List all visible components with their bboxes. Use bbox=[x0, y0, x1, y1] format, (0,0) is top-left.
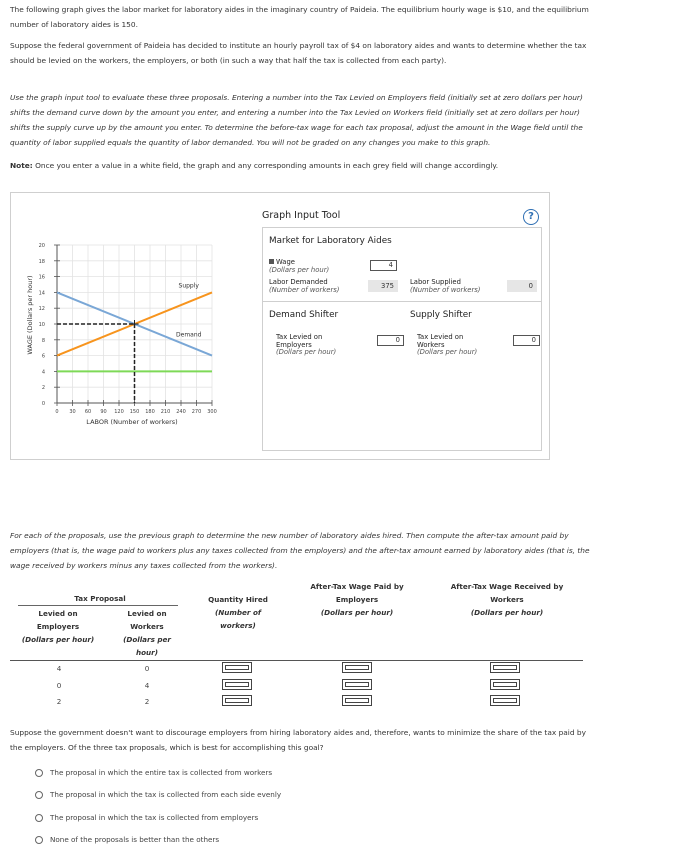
y-tick-label: 6 bbox=[41, 353, 45, 360]
wage-unit: (Dollars per hour) bbox=[269, 265, 330, 274]
row2-workers: 4 bbox=[144, 681, 150, 690]
option-label: The proposal in which the tax is collected from each side evenly bbox=[50, 790, 282, 799]
x-tick-label: 210 bbox=[160, 409, 171, 415]
y-tick-label: 8 bbox=[41, 337, 45, 344]
option-none[interactable] bbox=[35, 835, 219, 844]
row2-quantity-input[interactable] bbox=[222, 679, 252, 690]
tax-workers-input[interactable]: 0 bbox=[513, 335, 540, 346]
note-label: Note: bbox=[10, 161, 33, 170]
x-tick-label: 30 bbox=[69, 409, 76, 415]
supply-shifter-title: Supply Shifter bbox=[410, 310, 472, 320]
workers-header-line1: Levied on bbox=[127, 609, 167, 618]
received-header-line2: Workers bbox=[490, 595, 524, 604]
labor-supplied-group bbox=[410, 279, 480, 294]
received-header bbox=[432, 580, 582, 619]
quantity-header bbox=[193, 593, 283, 632]
option-label: The proposal in which the entire tax is collected from workers bbox=[50, 768, 273, 777]
intro-paragraph-1: The following graph gives the labor market for laboratory aides in the imaginary country of Paideia. The equilibrium hourly wage is $10, and the equilibrium number of laboratory aides is 150. bbox=[10, 5, 589, 29]
y-tick-label: 20 bbox=[38, 243, 45, 249]
received-header-line3: (Dollars per hour) bbox=[470, 608, 544, 617]
labor-market-chart[interactable] bbox=[11, 193, 256, 459]
tax-workers-unit: (Dollars per hour) bbox=[417, 348, 478, 356]
labor-demanded-group bbox=[269, 279, 339, 294]
row3-paid-input[interactable] bbox=[342, 695, 372, 706]
x-tick-label: 150 bbox=[129, 409, 140, 415]
labor-supplied-label: Labor Supplied bbox=[410, 278, 461, 286]
tax-proposal-underline bbox=[18, 605, 178, 606]
table-header-divider bbox=[10, 660, 583, 661]
row1-received-input[interactable] bbox=[490, 662, 520, 673]
market-title: Market for Laboratory Aides bbox=[269, 236, 392, 246]
instructions-paragraph: Use the graph input tool to evaluate these three proposals. Entering a number into the Tax Levied on Employers field (initially set at zero dollars per hour) shifts the demand curve down by the amount you enter, and entering a number into the Tax Levied on Workers field (initially set at zero dollars per hour) shifts the supply curve up by the amount you enter. To determine the before-tax wage for each tax proposal, adjust the amount in the Wage field until the quantity of labor supplied equals the quantity of labor demanded. You will not be graded on any changes you make to this graph. bbox=[10, 93, 583, 147]
tax-employers-unit: (Dollars per hour) bbox=[276, 348, 337, 356]
workers-header-line4: hour) bbox=[135, 648, 158, 657]
tax-employers-label: Tax Levied on Employers bbox=[276, 333, 323, 349]
intro-paragraph-2: Suppose the federal government of Paideia has decided to institute an hourly payroll tax of $4 on laboratory aides and wants to determine whether the tax should be levied on the workers, the employers, or both (in such a way that half the tax is collected from each party). bbox=[10, 41, 587, 65]
x-tick-label: 270 bbox=[191, 409, 202, 415]
workers-header-line2: Workers bbox=[130, 622, 164, 631]
x-tick-label: 90 bbox=[100, 409, 107, 415]
row2-paid-input[interactable] bbox=[342, 679, 372, 690]
quantity-header-line2: (Number of bbox=[214, 608, 262, 617]
wage-label: Wage bbox=[276, 258, 295, 266]
y-tick-label: 0 bbox=[41, 401, 45, 407]
row3-workers: 2 bbox=[144, 697, 150, 706]
tax-employers-group bbox=[276, 334, 346, 357]
labor-supplied-value: 0 bbox=[507, 280, 537, 292]
note-paragraph bbox=[10, 158, 595, 173]
graph-tool-title: Graph Input Tool bbox=[262, 210, 341, 221]
wage-label-group bbox=[269, 259, 329, 274]
y-tick-label: 18 bbox=[38, 258, 45, 265]
workers-header bbox=[112, 607, 182, 659]
y-tick-label: 4 bbox=[41, 369, 45, 376]
demand-shifter-title: Demand Shifter bbox=[269, 310, 339, 320]
option-label: None of the proposals is better than the others bbox=[50, 835, 220, 844]
option-workers[interactable] bbox=[35, 768, 272, 777]
y-tick-label: 2 bbox=[41, 385, 45, 392]
panel-divider bbox=[263, 301, 541, 302]
row3-quantity-input[interactable] bbox=[222, 695, 252, 706]
input-panel bbox=[262, 227, 542, 451]
row3-received-input[interactable] bbox=[490, 695, 520, 706]
demand-label: Demand bbox=[176, 331, 202, 339]
supply-label: Supply bbox=[178, 282, 199, 290]
x-tick-label: 120 bbox=[114, 409, 124, 415]
y-tick-label: 14 bbox=[38, 290, 45, 297]
x-axis-label: LABOR (Number of workers) bbox=[86, 418, 178, 426]
option-evenly[interactable] bbox=[35, 790, 281, 799]
question-text: Suppose the government doesn't want to discourage employers from hiring laboratory aides and, therefore, wants to minimize the share of the tax paid by the employers. Of the three tax proposals, which is best for accomplishing this goal? bbox=[10, 728, 586, 752]
help-icon[interactable]: ? bbox=[523, 209, 539, 225]
workers-header-line3: (Dollars per bbox=[123, 635, 171, 644]
option-employers[interactable] bbox=[35, 813, 258, 822]
row2-employers: 0 bbox=[56, 681, 62, 690]
y-axis-label: WAGE (Dollars per hour) bbox=[26, 275, 34, 355]
paid-header-line3: (Dollars per hour) bbox=[320, 608, 394, 617]
employers-header-line1: Levied on bbox=[38, 609, 78, 618]
paid-header-line2: Employers bbox=[335, 595, 379, 604]
wage-legend-icon bbox=[269, 259, 274, 264]
y-tick-label: 10 bbox=[38, 322, 45, 328]
labor-demanded-unit: (Number of workers) bbox=[269, 285, 340, 294]
option-label: The proposal in which the tax is collected from employers bbox=[50, 813, 259, 822]
row1-paid-input[interactable] bbox=[342, 662, 372, 673]
tax-workers-group bbox=[417, 334, 483, 357]
x-tick-label: 300 bbox=[207, 409, 217, 415]
x-tick-label: 60 bbox=[84, 409, 92, 415]
received-header-line1: After-Tax Wage Received by bbox=[450, 582, 564, 591]
wage-input[interactable]: 4 bbox=[370, 260, 397, 271]
x-tick-label: 180 bbox=[145, 409, 155, 415]
row1-quantity-input[interactable] bbox=[222, 662, 252, 673]
labor-supplied-unit: (Number of workers) bbox=[410, 285, 481, 294]
row3-employers: 2 bbox=[56, 697, 62, 706]
quantity-header-line1: Quantity Hired bbox=[208, 595, 268, 604]
employers-header bbox=[13, 607, 103, 646]
radio-button[interactable] bbox=[35, 769, 43, 777]
labor-demanded-value: 375 bbox=[368, 280, 398, 292]
paid-header bbox=[292, 580, 422, 619]
tax-proposal-header: Tax Proposal bbox=[74, 594, 126, 603]
x-tick-label: 240 bbox=[176, 409, 186, 415]
note-text: Once you enter a value in a white field, the graph and any corresponding amounts in each grey field will change accordingly. bbox=[32, 161, 499, 170]
radio-button[interactable] bbox=[35, 814, 43, 822]
graph-input-tool bbox=[10, 192, 550, 460]
proposals-instructions: For each of the proposals, use the previous graph to determine the new number of laboratory aides hired. Then compute the after-tax amount paid by employers (that is, the wage paid to workers plus any taxes collected from the employers) and the after-tax amount earned by laboratory aides (that is, the wage received by workers minus any taxes collected from the workers). bbox=[10, 531, 590, 570]
tax-employers-input[interactable]: 0 bbox=[377, 335, 404, 346]
labor-demanded-label: Labor Demanded bbox=[269, 278, 328, 286]
row1-workers: 0 bbox=[144, 664, 150, 673]
quantity-header-line3: workers) bbox=[220, 621, 256, 630]
tax-workers-label: Tax Levied on Workers bbox=[417, 333, 464, 349]
row1-employers: 4 bbox=[56, 664, 62, 673]
employers-header-line2: Employers bbox=[36, 622, 80, 631]
paid-header-line1: After-Tax Wage Paid by bbox=[310, 582, 404, 591]
x-tick-label: 0 bbox=[55, 409, 59, 415]
row2-received-input[interactable] bbox=[490, 679, 520, 690]
y-tick-label: 16 bbox=[38, 274, 45, 281]
radio-button[interactable] bbox=[35, 791, 43, 799]
employers-header-line3: (Dollars per hour) bbox=[21, 635, 95, 644]
y-tick-label: 12 bbox=[38, 306, 45, 313]
radio-button[interactable] bbox=[35, 836, 43, 844]
